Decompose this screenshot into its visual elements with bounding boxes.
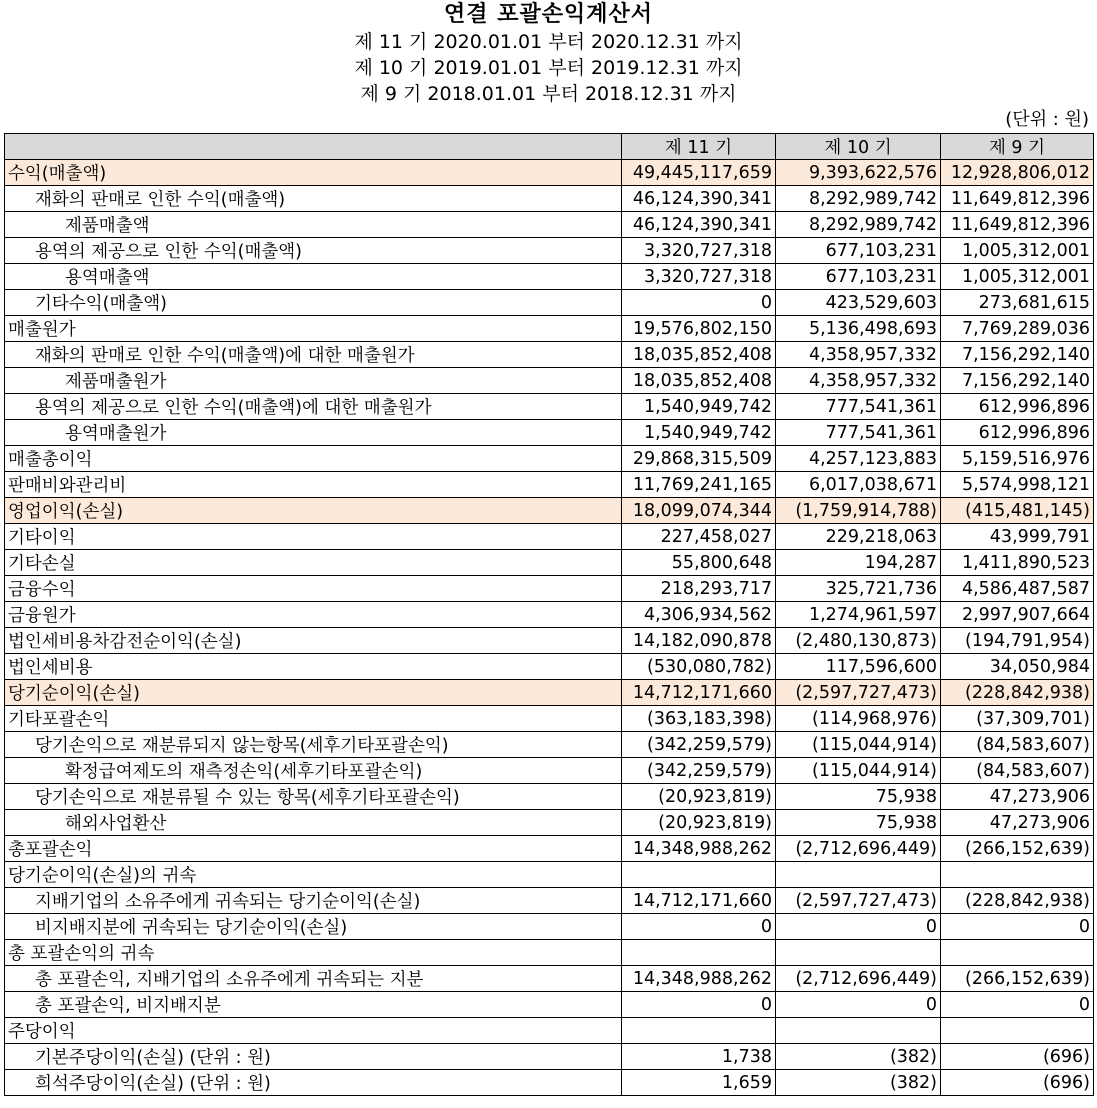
value-period-10: 8,292,989,742 xyxy=(776,212,941,238)
value-period-9: (84,583,607) xyxy=(941,732,1094,758)
value-period-10: 75,938 xyxy=(776,810,941,836)
value-period-10: 777,541,361 xyxy=(776,394,941,420)
value-period-9: 11,649,812,396 xyxy=(941,186,1094,212)
table-row xyxy=(5,992,1094,1018)
value-period-9: (266,152,639) xyxy=(941,966,1094,992)
table-row xyxy=(5,550,1094,576)
value-period-11: 1,540,949,742 xyxy=(622,420,776,446)
value-period-11: (20,923,819) xyxy=(622,810,776,836)
value-period-9: 612,996,896 xyxy=(941,420,1094,446)
table-header-row xyxy=(5,134,1094,160)
value-period-10: 5,136,498,693 xyxy=(776,316,941,342)
income-statement-table xyxy=(4,133,1094,1096)
value-period-9: 0 xyxy=(941,992,1094,1018)
row-label: 금융수익 xyxy=(5,576,622,602)
table-row xyxy=(5,914,1094,940)
row-label: 영업이익(손실) xyxy=(5,498,622,524)
table-row xyxy=(5,1018,1094,1044)
value-period-9: (194,791,954) xyxy=(941,628,1094,654)
table-row xyxy=(5,602,1094,628)
table-row xyxy=(5,966,1094,992)
value-period-9: (84,583,607) xyxy=(941,758,1094,784)
row-label: 비지배지분에 귀속되는 당기순이익(손실) xyxy=(5,914,622,940)
value-period-11: 0 xyxy=(622,290,776,316)
value-period-10: 677,103,231 xyxy=(776,264,941,290)
value-period-11: 14,348,988,262 xyxy=(622,836,776,862)
value-period-11: 11,769,241,165 xyxy=(622,472,776,498)
table-row xyxy=(5,784,1094,810)
value-period-10: 0 xyxy=(776,992,941,1018)
row-label: 재화의 판매로 인한 수익(매출액)에 대한 매출원가 xyxy=(5,342,622,368)
value-period-10: (2,597,727,473) xyxy=(776,680,941,706)
value-period-11: 218,293,717 xyxy=(622,576,776,602)
value-period-11: 55,800,648 xyxy=(622,550,776,576)
row-label: 당기손익으로 재분류될 수 있는 항목(세후기타포괄손익) xyxy=(5,784,622,810)
period-line-9: 제 9 기 2018.01.01 부터 2018.12.31 까지 xyxy=(360,83,737,105)
value-period-11: (530,080,782) xyxy=(622,654,776,680)
value-period-9 xyxy=(941,1018,1094,1044)
row-label: 제품매출액 xyxy=(5,212,622,238)
header-period-9: 제 9 기 xyxy=(941,134,1094,160)
value-period-11: 227,458,027 xyxy=(622,524,776,550)
table-row xyxy=(5,680,1094,706)
value-period-10: 777,541,361 xyxy=(776,420,941,446)
value-period-11: 4,306,934,562 xyxy=(622,602,776,628)
row-label: 용역의 제공으로 인한 수익(매출액) xyxy=(5,238,622,264)
value-period-11: 3,320,727,318 xyxy=(622,264,776,290)
value-period-9: (415,481,145) xyxy=(941,498,1094,524)
value-period-10: 4,257,123,883 xyxy=(776,446,941,472)
value-period-10: 117,596,600 xyxy=(776,654,941,680)
value-period-10: (382) xyxy=(776,1070,941,1096)
table-row xyxy=(5,420,1094,446)
table-row xyxy=(5,186,1094,212)
value-period-9: (228,842,938) xyxy=(941,888,1094,914)
value-period-11 xyxy=(622,940,776,966)
table-row xyxy=(5,446,1094,472)
value-period-9: 0 xyxy=(941,914,1094,940)
value-period-9: 7,769,289,036 xyxy=(941,316,1094,342)
table-row xyxy=(5,1044,1094,1070)
table-row xyxy=(5,862,1094,888)
value-period-9: 1,005,312,001 xyxy=(941,238,1094,264)
table-row xyxy=(5,264,1094,290)
row-label: 재화의 판매로 인한 수익(매출액) xyxy=(5,186,622,212)
row-label: 당기손익으로 재분류되지 않는항목(세후기타포괄손익) xyxy=(5,732,622,758)
row-label: 법인세비용차감전순이익(손실) xyxy=(5,628,622,654)
value-period-11: (342,259,579) xyxy=(622,732,776,758)
row-label: 판매비와관리비 xyxy=(5,472,622,498)
row-label: 총 포괄손익, 지배기업의 소유주에게 귀속되는 지분 xyxy=(5,966,622,992)
value-period-9: (696) xyxy=(941,1070,1094,1096)
value-period-10 xyxy=(776,940,941,966)
row-label: 용역매출액 xyxy=(5,264,622,290)
value-period-11: 14,712,171,660 xyxy=(622,680,776,706)
statement-header xyxy=(0,1,1097,107)
unit-label: (단위 : 원) xyxy=(1005,109,1089,130)
value-period-9 xyxy=(941,940,1094,966)
value-period-11 xyxy=(622,1018,776,1044)
value-period-10: 4,358,957,332 xyxy=(776,342,941,368)
value-period-9: (696) xyxy=(941,1044,1094,1070)
table-row xyxy=(5,576,1094,602)
value-period-11: 49,445,117,659 xyxy=(622,160,776,186)
row-label: 제품매출원가 xyxy=(5,368,622,394)
value-period-11: 3,320,727,318 xyxy=(622,238,776,264)
row-label: 당기순이익(손실) xyxy=(5,680,622,706)
value-period-9: 2,997,907,664 xyxy=(941,602,1094,628)
value-period-9: 43,999,791 xyxy=(941,524,1094,550)
row-label: 매출원가 xyxy=(5,316,622,342)
value-period-11: 1,540,949,742 xyxy=(622,394,776,420)
table-row xyxy=(5,316,1094,342)
table-row xyxy=(5,836,1094,862)
value-period-10: 325,721,736 xyxy=(776,576,941,602)
value-period-10: 4,358,957,332 xyxy=(776,368,941,394)
value-period-10: (115,044,914) xyxy=(776,758,941,784)
row-label: 해외사업환산 xyxy=(5,810,622,836)
value-period-9: 1,005,312,001 xyxy=(941,264,1094,290)
value-period-11: (20,923,819) xyxy=(622,784,776,810)
row-label: 금융원가 xyxy=(5,602,622,628)
table-row xyxy=(5,368,1094,394)
table-row xyxy=(5,342,1094,368)
header-period-10: 제 10 기 xyxy=(776,134,941,160)
value-period-10: 9,393,622,576 xyxy=(776,160,941,186)
table-row xyxy=(5,758,1094,784)
value-period-11: 46,124,390,341 xyxy=(622,186,776,212)
row-label: 주당이익 xyxy=(5,1018,622,1044)
row-label: 용역의 제공으로 인한 수익(매출액)에 대한 매출원가 xyxy=(5,394,622,420)
table-row xyxy=(5,810,1094,836)
value-period-10: 677,103,231 xyxy=(776,238,941,264)
value-period-10: (2,597,727,473) xyxy=(776,888,941,914)
table-row xyxy=(5,940,1094,966)
value-period-11: 18,035,852,408 xyxy=(622,342,776,368)
value-period-11: 14,348,988,262 xyxy=(622,966,776,992)
table-body xyxy=(5,160,1094,1096)
value-period-9: (228,842,938) xyxy=(941,680,1094,706)
value-period-10: 194,287 xyxy=(776,550,941,576)
value-period-11: 0 xyxy=(622,914,776,940)
value-period-10: 1,274,961,597 xyxy=(776,602,941,628)
table-row xyxy=(5,1070,1094,1096)
value-period-10: (114,968,976) xyxy=(776,706,941,732)
value-period-10: 229,218,063 xyxy=(776,524,941,550)
table-row xyxy=(5,628,1094,654)
value-period-9: 612,996,896 xyxy=(941,394,1094,420)
value-period-10: 0 xyxy=(776,914,941,940)
table-row xyxy=(5,160,1094,186)
value-period-9: 7,156,292,140 xyxy=(941,368,1094,394)
row-label: 기타손실 xyxy=(5,550,622,576)
row-label: 기타이익 xyxy=(5,524,622,550)
value-period-10 xyxy=(776,1018,941,1044)
value-period-9: 47,273,906 xyxy=(941,810,1094,836)
row-label: 수익(매출액) xyxy=(5,160,622,186)
table-row xyxy=(5,472,1094,498)
table-row xyxy=(5,290,1094,316)
row-label: 법인세비용 xyxy=(5,654,622,680)
period-line-11: 제 11 기 2020.01.01 부터 2020.12.31 까지 xyxy=(354,31,743,53)
value-period-11: 18,099,074,344 xyxy=(622,498,776,524)
value-period-11: 18,035,852,408 xyxy=(622,368,776,394)
value-period-11: (342,259,579) xyxy=(622,758,776,784)
value-period-11: 14,712,171,660 xyxy=(622,888,776,914)
value-period-11 xyxy=(622,862,776,888)
value-period-11: (363,183,398) xyxy=(622,706,776,732)
value-period-10: (2,712,696,449) xyxy=(776,836,941,862)
value-period-11: 46,124,390,341 xyxy=(622,212,776,238)
row-label: 총포괄손익 xyxy=(5,836,622,862)
value-period-9: 273,681,615 xyxy=(941,290,1094,316)
value-period-9: 47,273,906 xyxy=(941,784,1094,810)
row-label: 당기순이익(손실)의 귀속 xyxy=(5,862,622,888)
period-line-10: 제 10 기 2019.01.01 부터 2019.12.31 까지 xyxy=(354,57,743,79)
value-period-9: 11,649,812,396 xyxy=(941,212,1094,238)
value-period-10: (1,759,914,788) xyxy=(776,498,941,524)
value-period-9: (37,309,701) xyxy=(941,706,1094,732)
value-period-10: 6,017,038,671 xyxy=(776,472,941,498)
table-row xyxy=(5,888,1094,914)
table-row xyxy=(5,394,1094,420)
table-row xyxy=(5,706,1094,732)
value-period-9: 7,156,292,140 xyxy=(941,342,1094,368)
value-period-11: 1,659 xyxy=(622,1070,776,1096)
value-period-9: 4,586,487,587 xyxy=(941,576,1094,602)
value-period-9: 1,411,890,523 xyxy=(941,550,1094,576)
table-row xyxy=(5,498,1094,524)
table-row xyxy=(5,238,1094,264)
row-label: 기타포괄손익 xyxy=(5,706,622,732)
value-period-9: 12,928,806,012 xyxy=(941,160,1094,186)
value-period-11: 29,868,315,509 xyxy=(622,446,776,472)
value-period-10 xyxy=(776,862,941,888)
value-period-9: 5,574,998,121 xyxy=(941,472,1094,498)
statement-title: 연결 포괄손익계산서 xyxy=(444,2,653,27)
row-label: 총 포괄손익의 귀속 xyxy=(5,940,622,966)
value-period-10: (2,712,696,449) xyxy=(776,966,941,992)
header-period-11: 제 11 기 xyxy=(622,134,776,160)
header-account xyxy=(5,134,622,160)
value-period-9 xyxy=(941,862,1094,888)
value-period-11: 14,182,090,878 xyxy=(622,628,776,654)
row-label: 지배기업의 소유주에게 귀속되는 당기순이익(손실) xyxy=(5,888,622,914)
value-period-9: 34,050,984 xyxy=(941,654,1094,680)
row-label: 매출총이익 xyxy=(5,446,622,472)
value-period-10: 8,292,989,742 xyxy=(776,186,941,212)
row-label: 기본주당이익(손실) (단위 : 원) xyxy=(5,1044,622,1070)
row-label: 희석주당이익(손실) (단위 : 원) xyxy=(5,1070,622,1096)
value-period-10: (115,044,914) xyxy=(776,732,941,758)
table-row xyxy=(5,212,1094,238)
row-label: 용역매출원가 xyxy=(5,420,622,446)
value-period-10: (2,480,130,873) xyxy=(776,628,941,654)
table-row xyxy=(5,732,1094,758)
value-period-10: 423,529,603 xyxy=(776,290,941,316)
value-period-11: 19,576,802,150 xyxy=(622,316,776,342)
value-period-11: 0 xyxy=(622,992,776,1018)
value-period-10: 75,938 xyxy=(776,784,941,810)
table-row xyxy=(5,524,1094,550)
table-row xyxy=(5,654,1094,680)
row-label: 기타수익(매출액) xyxy=(5,290,622,316)
value-period-9: 5,159,516,976 xyxy=(941,446,1094,472)
value-period-10: (382) xyxy=(776,1044,941,1070)
row-label: 확정급여제도의 재측정손익(세후기타포괄손익) xyxy=(5,758,622,784)
value-period-11: 1,738 xyxy=(622,1044,776,1070)
row-label: 총 포괄손익, 비지배지분 xyxy=(5,992,622,1018)
value-period-9: (266,152,639) xyxy=(941,836,1094,862)
